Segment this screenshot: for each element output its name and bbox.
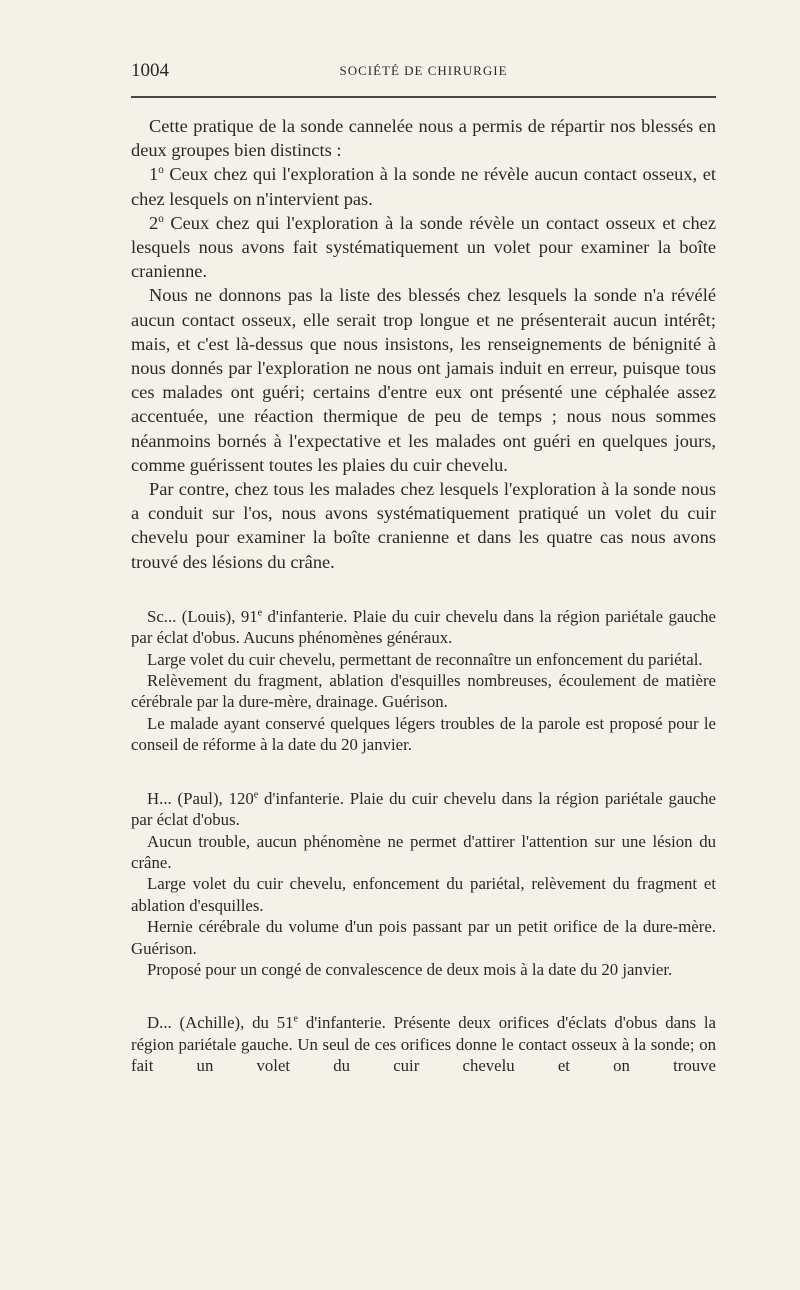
regiment-number: 91: [240, 606, 258, 626]
case-lead: [131, 788, 716, 831]
case-description: d'infanterie. Présente deux orifices d'éclats d'obus dans la région pariétale gauche. Un seul de ces orifices donne le contact osseux à la sonde; on fait un volet du cuir chevelu et on trouve: [131, 1013, 716, 1076]
ordinal-suffix: e: [253, 789, 259, 801]
item-number: 2: [149, 212, 159, 233]
case-paragraph: Le malade ayant conservé quelques légers troubles de la parole est proposé pour le conseil de réforme à la date du 20 janvier.: [131, 713, 716, 755]
case-report-h-paul: [131, 788, 716, 981]
item-number: 1: [149, 164, 159, 185]
regiment-number: 120: [228, 788, 254, 808]
case-paragraph: Large volet du cuir chevelu, enfoncement du pariétal, relèvement du fragment et ablation d'esquilles.: [131, 874, 716, 915]
case-paragraph: Aucun trouble, aucun phénomène ne permet d'attirer l'attention sur une lésion du crâne.: [131, 831, 716, 872]
case-paragraph: Relèvement du fragment, ablation d'esquilles nombreuses, écoulement de matière cérébrale par la dure-mère, drainage. Guérison.: [131, 671, 716, 712]
case-name: H... (Paul),: [147, 788, 229, 808]
page-body: [131, 114, 716, 1077]
case-paragraph: Proposé pour un congé de convalescence de deux mois à la date du 20 janvier.: [147, 959, 673, 979]
case-name: D... (Achille), du: [147, 1013, 277, 1033]
ordinal-suffix: o: [158, 212, 164, 225]
numbered-paragraph-1: [131, 162, 716, 210]
page-number: 1004: [131, 60, 169, 81]
case-paragraph: Large volet du cuir chevelu, permettant de reconnaître un enfoncement du pariétal.: [147, 649, 703, 669]
regiment-number: 51: [276, 1013, 294, 1033]
case-report-d-achille: [131, 1012, 716, 1076]
case-lead: [131, 606, 716, 649]
ordinal-suffix: e: [293, 1013, 299, 1025]
header-rule: [131, 96, 716, 98]
case-description: d'infanterie. Plaie du cuir chevelu dans la région pariétale gauche par éclat d'obus. Aucuns phénomènes généraux.: [131, 606, 716, 648]
case-name: Sc... (Louis),: [147, 606, 241, 626]
case-lead: [131, 1012, 716, 1076]
numbered-paragraph-2: [131, 211, 716, 284]
main-text: [131, 114, 716, 574]
case-description: d'infanterie. Plaie du cuir chevelu dans la région pariétale gauche par éclat d'obus.: [131, 788, 716, 830]
paragraph: Nous ne donnons pas la liste des blessés chez lesquels la sonde n'a révélé aucun contact osseux, elle serait trop longue et ne présenterait aucun intérêt; mais, et c'est là-dessus que nous insistons, les renseignements de bénignité à nous donnés par l'exploration ne nous ont jamais induit en erreur, puisque tous ces malades ont guéri; certains d'entre eux ont présenté une céphalée assez accentuée, une réaction thermique de peu de temps ; nous nous sommes néanmoins bornés à l'expectative et les malades ont guéri en quelques jours, comme guérissent toutes les plaies du cuir chevelu.: [131, 285, 716, 475]
case-report-sc-louis: [131, 606, 716, 756]
paragraph: Cette pratique de la sonde cannelée nous a permis de répartir nos blessés en deux groupes bien distincts :: [131, 116, 716, 161]
ordinal-suffix: o: [158, 164, 164, 177]
item-text: Ceux chez qui l'exploration à la sonde ne révèle aucun contact osseux, et chez lesquels on n'intervient pas.: [131, 164, 716, 209]
case-paragraph: Hernie cérébrale du volume d'un pois passant par un petit orifice de la dure-mère. Guérison.: [131, 917, 716, 958]
paragraph: Par contre, chez tous les malades chez lesquels l'exploration à la sonde nous a conduit sur l'os, nous avons systématiquement pratiqué un volet du cuir chevelu pour examiner la boîte cranienne et dans les quatre cas nous avons trouvé des lésions du crâne.: [131, 479, 716, 572]
running-header: [131, 60, 716, 84]
ordinal-suffix: e: [257, 607, 263, 619]
running-title: SOCIÉTÉ DE CHIRURGIE: [339, 63, 508, 78]
item-text: Ceux chez qui l'exploration à la sonde révèle un contact osseux et chez lesquels nous avons fait systématiquement un volet pour examiner la boîte cranienne.: [131, 212, 716, 282]
